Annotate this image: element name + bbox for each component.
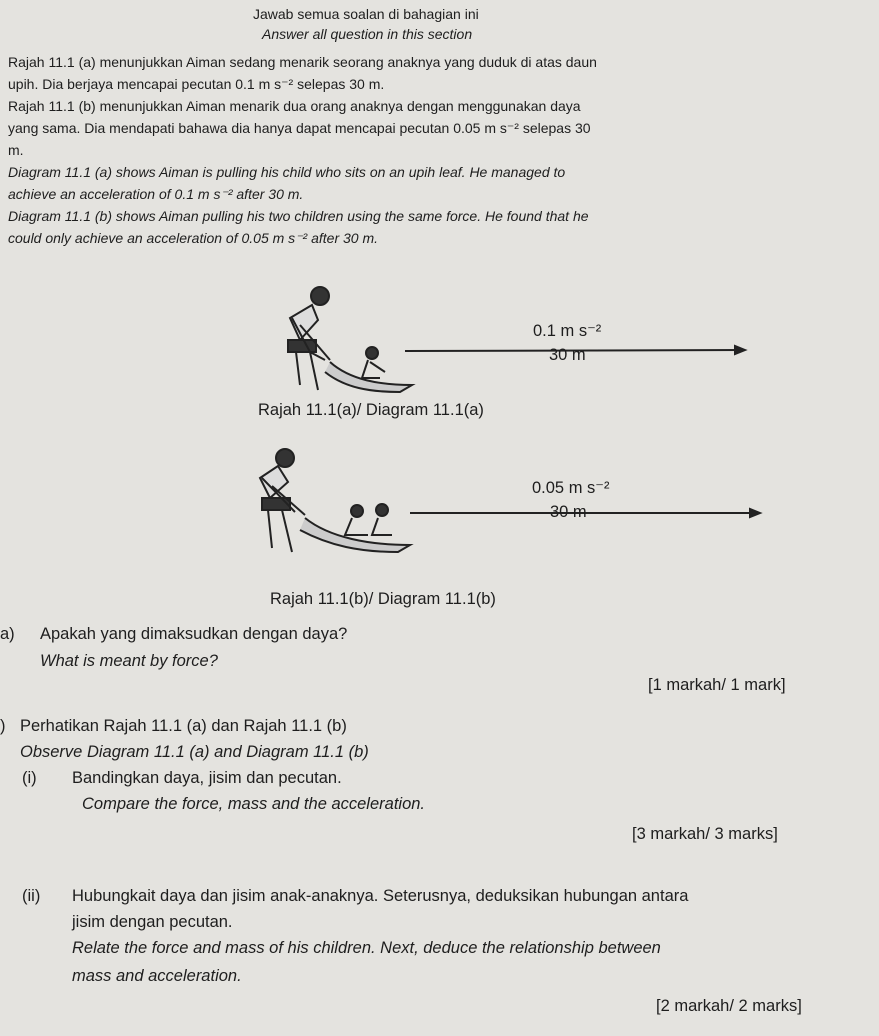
- diagram-b-acceleration: 0.05 m s⁻²: [532, 479, 610, 497]
- part-i-english: Compare the force, mass and the acceleration.: [82, 795, 426, 813]
- question-b-malay: Perhatikan Rajah 11.1 (a) dan Rajah 11.1 (b): [20, 717, 347, 735]
- diagram-b-caption: Rajah 11.1(b)/ Diagram 11.1(b): [270, 590, 496, 608]
- question-b-english: Observe Diagram 11.1 (a) and Diagram 11.1 (b): [20, 743, 369, 761]
- part-ii-malay-line: Hubungkait daya dan jisim anak-anaknya. Seterusnya, deduksikan hubungan antara: [72, 887, 689, 905]
- header-english: Answer all question in this section: [262, 26, 473, 42]
- intro-line: Rajah 11.1 (b) menunjukkan Aiman menarik dua orang anaknya dengan menggunakan daya: [8, 98, 581, 114]
- diagram-a-acceleration: 0.1 m s⁻²: [533, 322, 602, 340]
- header-malay: Jawab semua soalan di bahagian ini: [253, 6, 479, 22]
- question-a-label: a): [0, 625, 15, 643]
- intro-line: Diagram 11.1 (b) shows Aiman pulling his two children using the same force. He found that he: [8, 208, 589, 224]
- part-i-marks: [3 markah/ 3 marks]: [632, 825, 778, 843]
- question-a-malay: Apakah yang dimaksudkan dengan daya?: [40, 625, 348, 643]
- intro-line: yang sama. Dia mendapati bahawa dia hanya dapat mencapai pecutan 0.05 m s⁻² selepas 30: [8, 120, 591, 136]
- diagram-b-figure: [260, 449, 760, 552]
- question-a-marks: [1 markah/ 1 mark]: [648, 676, 786, 694]
- part-i-label: (i): [22, 769, 37, 787]
- intro-line: could only achieve an acceleration of 0.05 m s⁻² after 30 m.: [8, 230, 379, 246]
- intro-line: upih. Dia berjaya mencapai pecutan 0.1 m s⁻² selepas 30 m.: [8, 76, 385, 92]
- question-a-english: What is meant by force?: [40, 652, 218, 670]
- intro-line: Rajah 11.1 (a) menunjukkan Aiman sedang menarik seorang anaknya yang duduk di atas daun: [8, 54, 597, 70]
- part-ii-english-line: mass and acceleration.: [72, 967, 242, 985]
- part-ii-english-line: Relate the force and mass of his children. Next, deduce the relationship between: [72, 939, 661, 957]
- question-b-label: ): [0, 717, 6, 735]
- diagram-a-caption: Rajah 11.1(a)/ Diagram 11.1(a): [258, 401, 484, 419]
- part-ii-marks: [2 markah/ 2 marks]: [656, 997, 802, 1015]
- diagram-a-figure: [288, 287, 745, 392]
- diagram-b-distance: 30 m: [550, 503, 587, 521]
- diagram-a-distance: 30 m: [549, 346, 586, 364]
- part-ii-malay-line: jisim dengan pecutan.: [72, 913, 233, 931]
- part-i-malay: Bandingkan daya, jisim dan pecutan.: [72, 769, 342, 787]
- intro-line: m.: [8, 142, 24, 158]
- intro-line: Diagram 11.1 (a) shows Aiman is pulling his child who sits on an upih leaf. He managed to: [8, 164, 566, 180]
- part-ii-label: (ii): [22, 887, 41, 905]
- intro-line: achieve an acceleration of 0.1 m s⁻² after 30 m.: [8, 186, 304, 202]
